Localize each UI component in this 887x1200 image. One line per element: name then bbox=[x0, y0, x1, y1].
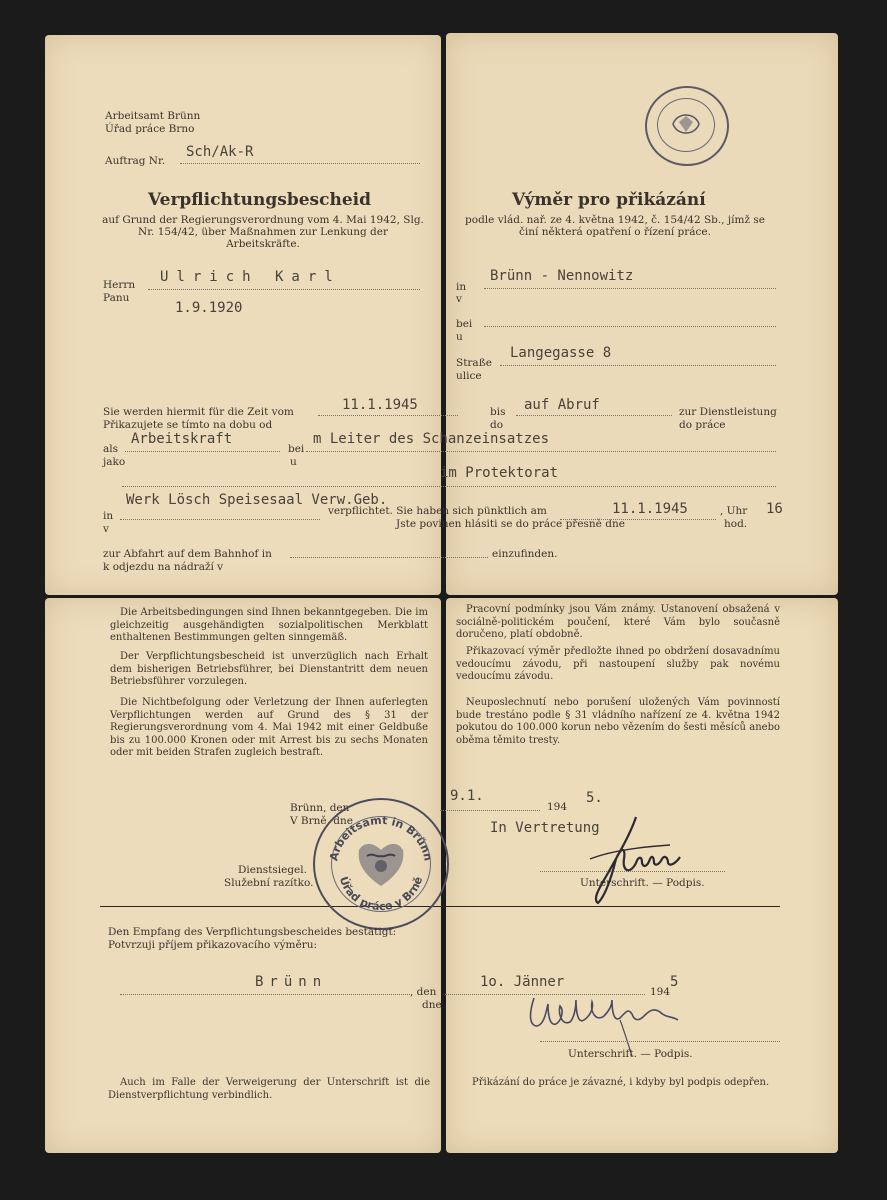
eagle-emblem-icon bbox=[359, 844, 404, 886]
title-de: Verpflichtungsbescheid bbox=[148, 190, 371, 210]
conditions-de-2: Der Verpflichtungsbescheid ist unverzüglich nach Erhalt dem bisherigen Betriebsführer, bei Dienstantritt dem neuen Betriebsführer vorzulegen. bbox=[110, 651, 428, 687]
duty-de: zur Dienstleistung bbox=[679, 406, 777, 418]
ulice-label: ulice bbox=[456, 370, 482, 382]
employer-line-2 bbox=[122, 486, 776, 487]
issue-place-cz: V Brně, dne bbox=[290, 815, 354, 827]
bis-label: bis bbox=[490, 406, 506, 418]
herrn-label: Herrn bbox=[103, 279, 136, 291]
until-line bbox=[516, 415, 672, 416]
issue-year-suffix: 5. bbox=[586, 790, 603, 806]
report-cz: Jste povinen hlásiti se do práce přesně dne bbox=[396, 518, 625, 530]
person-birth: 1.9.1920 bbox=[175, 300, 243, 316]
siegel-de: Dienstsiegel. bbox=[238, 864, 307, 876]
location-line bbox=[120, 519, 320, 520]
auftrag-line bbox=[180, 163, 420, 164]
period-de: Sie werden hiermit für die Zeit vom bbox=[103, 406, 294, 418]
receipt-signature-label: Unterschrift. — Podpis. bbox=[568, 1048, 693, 1060]
report-de: verpflichtet. Sie haben sich pünktlich am bbox=[328, 505, 547, 517]
name-line bbox=[148, 289, 420, 290]
city-line bbox=[484, 288, 776, 289]
jako-label: jako bbox=[103, 456, 126, 468]
receipt-signature-line bbox=[540, 1041, 780, 1042]
receipt-year-suffix: 5 bbox=[670, 974, 679, 990]
do-label: do bbox=[490, 419, 504, 431]
bei-label-2: bei bbox=[288, 443, 305, 455]
hod-label: hod. bbox=[724, 518, 748, 530]
street-line bbox=[500, 365, 776, 366]
als-label: als bbox=[103, 443, 119, 455]
issue-signature-label: Unterschrift. — Podpis. bbox=[580, 877, 705, 889]
receipt-dne-label: dne bbox=[422, 999, 442, 1011]
issue-date: 9.1. bbox=[450, 788, 484, 804]
office-name-de: Arbeitsamt Brünn bbox=[105, 110, 201, 122]
until-value: auf Abruf bbox=[524, 397, 600, 413]
title-cz-subtitle: podle vlád. nař. ze 4. května 1942, č. 154/42 Sb., jímž se činí některá opatření o řízení práce. bbox=[465, 214, 765, 238]
departure-de: zur Abfahrt auf dem Bahnhof in bbox=[103, 548, 272, 560]
from-date-line bbox=[318, 415, 458, 416]
in-label: in bbox=[456, 281, 467, 293]
person-city: Brünn - Nennowitz bbox=[490, 268, 634, 284]
report-hour: 16 bbox=[766, 501, 783, 517]
v-label: v bbox=[456, 293, 462, 305]
office-name-cz: Úřad práce Brno bbox=[105, 123, 195, 135]
location-value: Werk Lösch Speisesaal Verw.Geb. bbox=[126, 492, 388, 508]
title-cz: Výměr pro přikázání bbox=[512, 190, 706, 210]
v-label-2: v bbox=[103, 523, 109, 535]
receipt-cz: Potvrzuji příjem přikazovacího výměru: bbox=[108, 939, 318, 951]
u-label: u bbox=[456, 331, 463, 343]
from-date: 11.1.1945 bbox=[342, 397, 418, 413]
bei-label: bei bbox=[456, 318, 473, 330]
bei-line bbox=[484, 326, 776, 327]
footer-de: Auch im Falle der Verweigerung der Unterschrift ist die Dienstverpflichtung verbindlich. bbox=[108, 1077, 430, 1101]
receipt-place: Brünn bbox=[255, 974, 328, 990]
conditions-cz-2: Přikazovací výměr předložte ihned po obdržení dosavadnímu vedoucímu závodu, při nastoupení služby pak novému vedoucímu závodu. bbox=[456, 646, 780, 682]
conditions-de-1: Die Arbeitsbedingungen sind Ihnen bekanntgegeben. Die im gleichzeitig ausgehändigten sozialpolitischen Merkblatt enthaltenen Bestimmungen gelten sinngemäß. bbox=[110, 607, 428, 643]
role-line bbox=[125, 451, 280, 452]
stamp-text-top: Arbeitsamt in Brünn bbox=[327, 813, 435, 863]
duty-cz: do práce bbox=[679, 419, 726, 431]
einzufinden-label: einzufinden. bbox=[492, 548, 558, 560]
receipt-year-prefix: 194 bbox=[650, 986, 671, 998]
panu-label: Panu bbox=[103, 292, 130, 304]
uhr-label: , Uhr bbox=[720, 505, 748, 517]
receipt-place-line bbox=[120, 994, 410, 995]
official-round-stamp bbox=[313, 798, 449, 930]
auftrag-label: Auftrag Nr. bbox=[105, 155, 166, 167]
strasse-label: Straße bbox=[456, 357, 492, 369]
role-value: Arbeitskraft bbox=[131, 431, 233, 447]
issue-date-line bbox=[440, 810, 540, 811]
issue-place-de: Brünn, den bbox=[290, 802, 350, 814]
receipt-de: Den Empfang des Verpflichtungsbescheides bestätigt: bbox=[108, 926, 397, 938]
issuer-signature bbox=[560, 815, 710, 910]
conditions-cz-1: Pracovní podmínky jsou Vám známy. Ustanovení obsažená v sociálně-politickém poučení, které Vám bylo současně doručeno, platí obdobně. bbox=[456, 604, 780, 640]
report-date: 11.1.1945 bbox=[612, 501, 688, 517]
siegel-cz: Služební razítko. bbox=[224, 877, 314, 889]
departure-line bbox=[290, 557, 488, 558]
stamp-text-bottom: Úřad práce v Brně bbox=[336, 874, 426, 914]
report-date-line bbox=[560, 519, 716, 520]
person-street: Langegasse 8 bbox=[510, 345, 612, 361]
conditions-cz-3: Neuposlechnutí nebo porušení uložených Vám povinností bude trestáno podle § 31 vládního nařízení ze 4. května 1942 pokutou do 100.000 korun nebo vězením do šesti měsíců anebo oběma těmito tresty. bbox=[456, 697, 780, 746]
person-name: Ulrich Karl bbox=[160, 269, 341, 285]
auftrag-value: Sch/Ak-R bbox=[186, 144, 254, 160]
u-label-2: u bbox=[290, 456, 297, 468]
in-label-2: in bbox=[103, 510, 114, 522]
receipt-date: 1o. Jänner bbox=[480, 974, 565, 990]
conditions-de-3: Die Nichtbefolgung oder Verletzung der Ihnen auferlegten Verpflichtungen werden auf Grund des § 31 der Regierungsverordnung vom 4. Mai 1942 mit einer Geldbuße bis zu 100.000 Kronen oder mit Arrest bis zu sechs Monaten oder mit beiden Strafen zugleich bestraft. bbox=[110, 697, 428, 758]
vertretung-text: In Vertretung bbox=[490, 820, 600, 836]
employer-line bbox=[306, 451, 776, 452]
period-cz: Přikazujete se tímto na dobu od bbox=[103, 419, 273, 431]
employer-value: m Leiter des Schanzeinsatzes bbox=[313, 431, 550, 447]
round-stamp-top bbox=[645, 86, 729, 166]
issue-year-prefix: 194 bbox=[547, 801, 568, 813]
receipt-den-label: , den bbox=[410, 986, 437, 998]
footer-cz: Přikázání do práce je závazné, i kdyby byl podpis odepřen. bbox=[472, 1077, 770, 1088]
title-de-subtitle: auf Grund der Regierungsverordnung vom 4. Mai 1942, Slg. Nr. 154/42, über Maßnahmen zur Lenkung der Arbeitskräfte. bbox=[102, 214, 424, 250]
employer-value-2: im Protektorat bbox=[440, 465, 559, 481]
departure-cz: k odjezdu na nádraží v bbox=[103, 561, 224, 573]
